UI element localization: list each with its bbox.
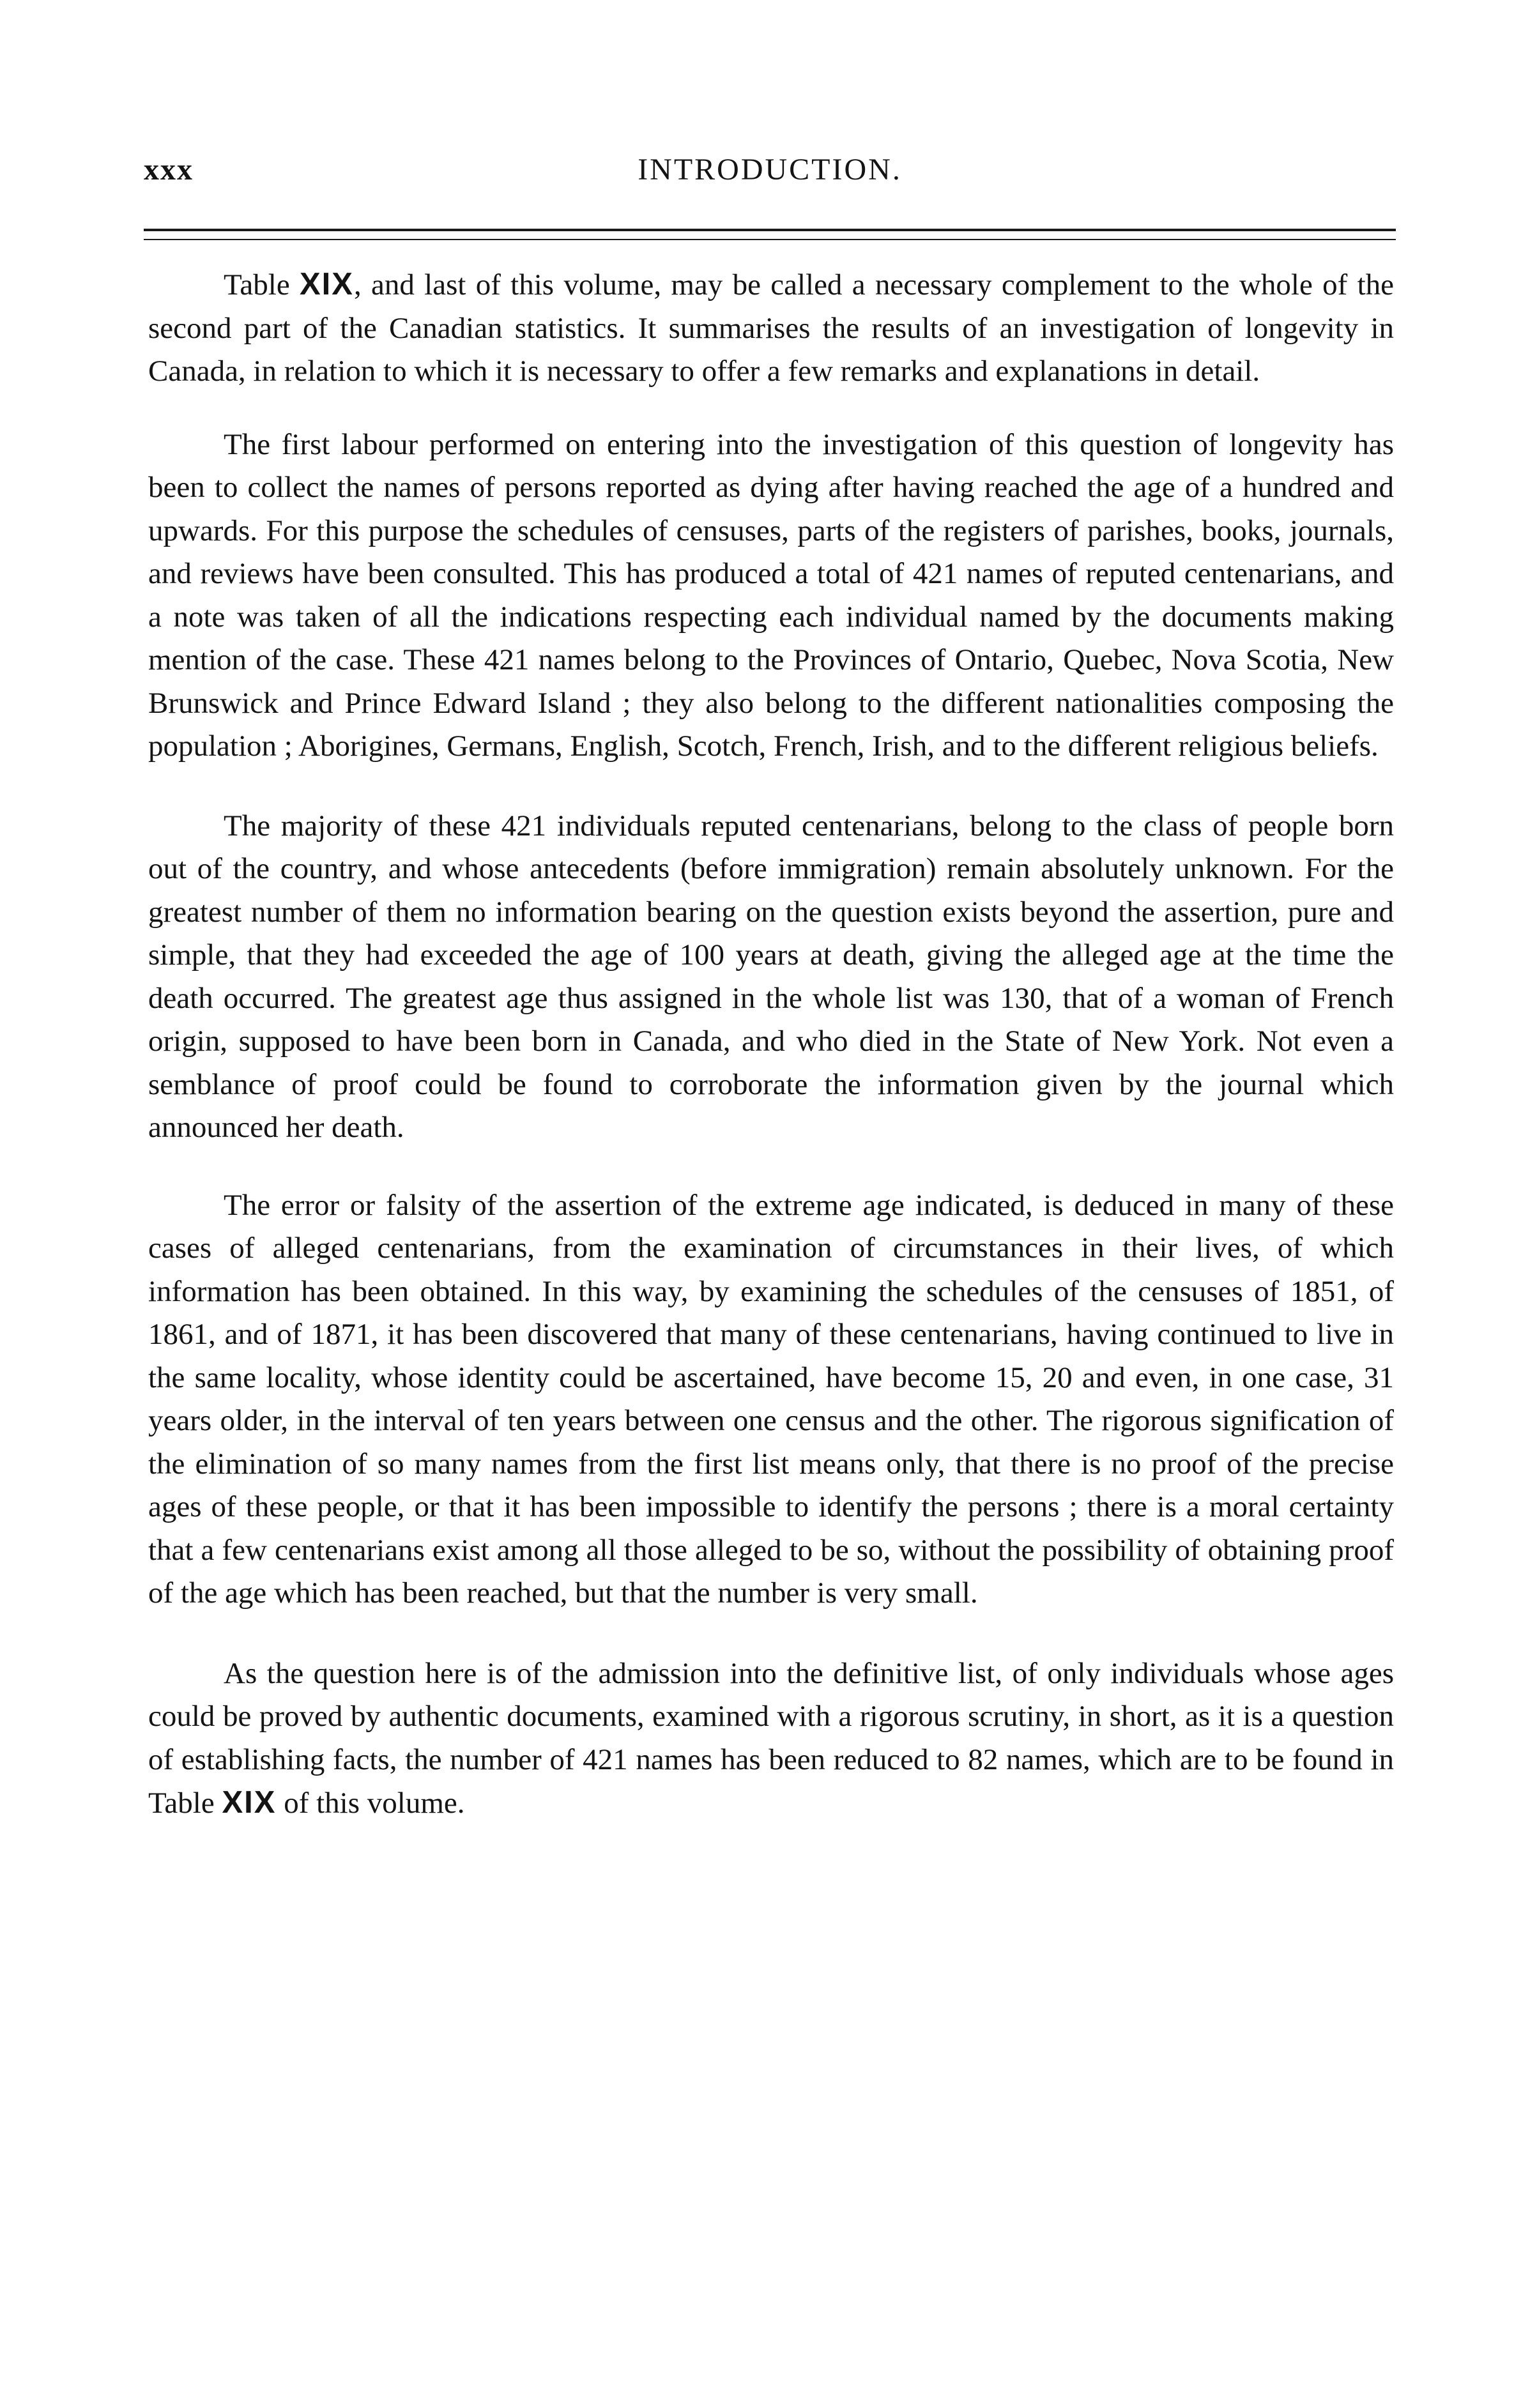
paragraph-majority: The majority of these 421 individuals reputed centenarians, belong to the class of people born out of the country, and whose antecedents (before immigration) remain absolutely unknown. For the greatest number of them no information bearing on the question exists beyond the assertion, pure and simple, that they had exceeded the age of 100 years at death, giving the alleged age at the time the death occurred. The greatest age thus assigned in the whole list was 130, that of a woman of French origin, supposed to have been born in Canada, and who died in the State of New York. Not even a semblance of proof could be found to corroborate the information given by the journal which announced her death. (148, 809, 1394, 1144)
running-title: INTRODUCTION. (638, 153, 902, 187)
paragraph-text: As the question here is of the admission into the definitive list, of only individuals whose ages could be proved by authentic documents, examined with a rigorous scrutiny, in short, as it is a question of establishing facts, the number of 421 names has been reduced to 82 names, which are to be found in Table (148, 1656, 1394, 1820)
paragraph-text: Table (224, 268, 300, 301)
paragraph-error-falsity: The error or falsity of the assertion of the extreme age indicated, is deduced in many of these cases of alleged centenarians, from the examination of circumstances in their lives, of which information has been obtained. In this way, by examining the schedules of the censuses of 1851, of 1861, and of 1871, it has been discovered that many of these centenarians, having continued to live in the same locality, whose identity could be ascertained, have become 15, 20 and even, in one case, 31 years older, in the interval of ten years between one census and the other. The rigorous signification of the elimination of so many names from the first list means only, that there is no proof of the precise ages of these people, or that it has been impossible to identify the persons ; there is a moral certainty that a few centenarians exist among all those alleged to be so, without the possibility of obtaining proof of the age which has been reached, but that the number is very small. (148, 1188, 1394, 1610)
paragraph-definitive-list (148, 1652, 1394, 1825)
page-number: xxx (144, 153, 194, 187)
page-header (144, 152, 1396, 203)
paragraph-table-xix-intro (148, 263, 1394, 393)
table-numeral: XIX (300, 267, 354, 301)
table-numeral: XIX (222, 1785, 277, 1820)
paragraph-text: of this volume. (276, 1787, 465, 1820)
header-rule (144, 229, 1396, 240)
paragraph-first-labour: The first labour performed on entering into the investigation of this question of longevity has been to collect the names of persons reported as dying after having reached the age of a hundred and upwards. For this purpose the schedules of censuses, parts of the registers of parishes, books, journals, and reviews have been consulted. This has produced a total of 421 names of reputed centenarians, and a note was taken of all the indications respecting each individual named by the documents making mention of the case. These 421 names belong to the Provinces of Ontario, Quebec, Nova Scotia, New Brunswick and Prince Edward Island ; they also belong to the different nationalities composing the population ; Aborigines, Germans, English, Scotch, French, Irish, and to the different religious beliefs. (148, 427, 1394, 763)
body-text (148, 263, 1394, 1825)
paragraph-text: , and last of this volume, may be called a necessary complement to the whole of the second part of the Canadian statistics. It summarises the results of an investigation of longevity in Canada, in relation to which it is necessary to offer a few remarks and explanations in detail. (148, 268, 1394, 388)
